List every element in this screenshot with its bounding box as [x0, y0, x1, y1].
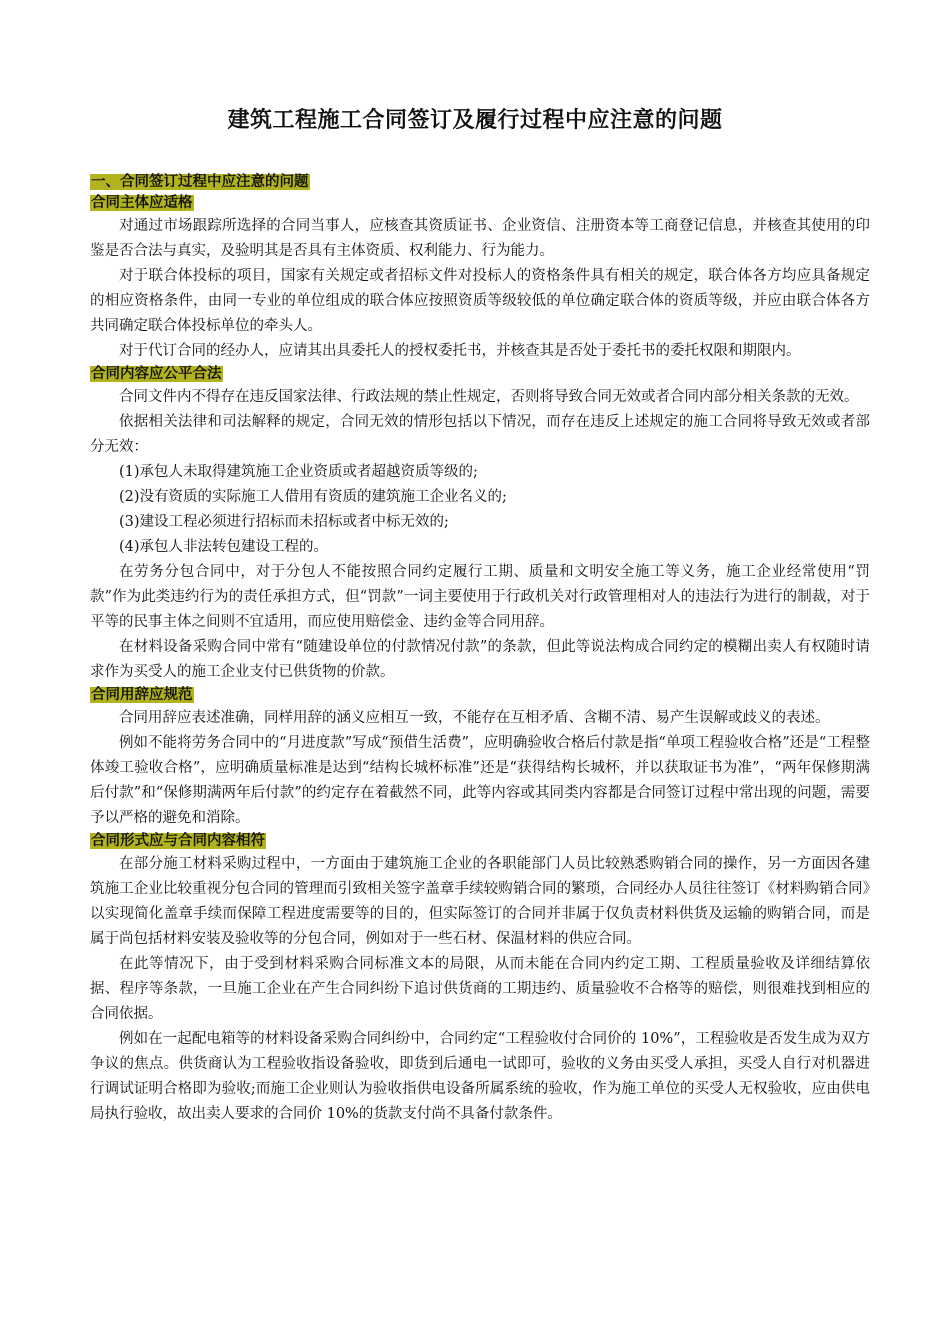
subsection-heading-text: 合同主体应适格 [91, 195, 193, 211]
paragraph: 对于代订合同的经办人，应请其出具委托人的授权委托书，并核查其是否处于委托书的委托权限和期限内。 [119, 343, 801, 359]
list-item: (3)建设工程必须进行招标而未招标或者中标无效的; [119, 514, 449, 530]
section-heading-text: 一、合同签订过程中应注意的问题 [91, 174, 309, 190]
list-item: (2)没有资质的实际施工人借用有资质的建筑施工企业名义的; [119, 489, 507, 505]
list-item: (1)承包人未取得建筑施工企业资质或者超越资质等级的; [119, 464, 478, 480]
subsection-heading-text: 合同用辞应规范 [91, 687, 193, 703]
subsection-heading [90, 685, 870, 706]
subsection-heading-text: 合同形式应与合同内容相符 [91, 833, 265, 849]
paragraph: 在劳务分包合同中，对于分包人不能按照合同约定履行工期、质量和文明安全施工等义务，施工企业经常使用“罚款”作为此类违约行为的责任承担方式，但“罚款”一词主要使用于行政机关对行政管理相对人的违法行为进行的制裁，对于平等的民事主体之间则不宜适用，而应使用赔偿金、违约金等合同用辞。 [90, 564, 870, 630]
paragraph: 在此等情况下，由于受到材料采购合同标准文本的局限，从而未能在合同内约定工期、工程质量验收及详细结算依据、程序等条款，一旦施工企业在产生合同纠纷下追讨供货商的工期违约、质量验收不合格等的赔偿，则很难找到相应的合同依据。 [90, 956, 870, 1022]
subsection-heading-text: 合同内容应公平合法 [91, 366, 222, 382]
section-heading [90, 172, 870, 193]
subsection-heading [90, 364, 870, 385]
document-title: 建筑工程施工合同签订及履行过程中应注意的问题 [227, 108, 723, 133]
paragraph: 在部分施工材料采购过程中，一方面由于建筑施工企业的各职能部门人员比较熟悉购销合同的操作，另一方面因各建筑施工企业比较重视分包合同的管理而引致相关签字盖章手续较购销合同的繁琐，合同经办人员往往签订《材料购销合同》以实现简化盖章手续而保障工程进度需要等的目的，但实际签订的合同并非属于仅负责材料供货及运输的购销合同，而是属于尚包括材料安装及验收等的分包合同，例如对于一些石材、保温材料的供应合同。 [90, 856, 870, 947]
document-body [90, 172, 870, 1127]
paragraph: 例如不能将劳务合同中的“月进度款”写成“预借生活费”，应明确验收合格后付款是指“单项工程验收合格”还是“工程整体竣工验收合格”，应明确质量标准是达到“结构长城杯标准”还是“获得结构长城杯，并以获取证书为准”，“两年保修期满后付款”和“保修期满两年后付款”的约定存在着截然不同，此等内容或其同类内容都是合同签订过程中常出现的问题，需要予以严格的避免和消除。 [90, 735, 870, 826]
list-item: (4)承包人非法转包建设工程的。 [119, 539, 329, 555]
paragraph: 对于联合体投标的项目，国家有关规定或者招标文件对投标人的资格条件具有相关的规定，联合体各方均应具备规定的相应资格条件，由同一专业的单位组成的联合体应按照资质等级较低的单位确定联合体的资质等级，并应由联合体各方共同确定联合体投标单位的牵头人。 [90, 268, 870, 334]
paragraph: 对通过市场跟踪所选择的合同当事人，应核查其资质证书、企业资信、注册资本等工商登记信息，并核查其使用的印鉴是否合法与真实，及验明其是否具有主体资质、权利能力、行为能力。 [90, 218, 870, 259]
paragraph: 在材料设备采购合同中常有“随建设单位的付款情况付款”的条款，但此等说法构成合同约定的模糊出卖人有权随时请求作为买受人的施工企业支付已供货物的价款。 [90, 639, 870, 680]
paragraph: 合同用辞应表述准确，同样用辞的涵义应相互一致，不能存在互相矛盾、含糊不清、易产生误解或歧义的表述。 [119, 710, 830, 726]
subsection-heading [90, 831, 870, 852]
paragraph: 例如在一起配电箱等的材料设备采购合同纠纷中，合同约定“工程验收付合同价的 10%”，工程验收是否发生成为双方争议的焦点。供货商认为工程验收指设备验收，即货到后通电一试即可，验收的义务由买受人承担，买受人自行对机器进行调试证明合格即为验收;而施工企业则认为验收指供电设备所属系统的验收，作为施工单位的买受人无权验收，应由供电局执行验收，故出卖人要求的合同价 10%的货款支付尚不具备付款条件。 [90, 1031, 870, 1122]
paragraph: 合同文件内不得存在违反国家法律、行政法规的禁止性规定，否则将导致合同无效或者合同内部分相关条款的无效。 [119, 389, 859, 405]
subsection-heading [90, 193, 870, 214]
paragraph: 依据相关法律和司法解释的规定，合同无效的情形包括以下情况，而存在违反上述规定的施工合同将导致无效或者部分无效： [90, 414, 870, 455]
